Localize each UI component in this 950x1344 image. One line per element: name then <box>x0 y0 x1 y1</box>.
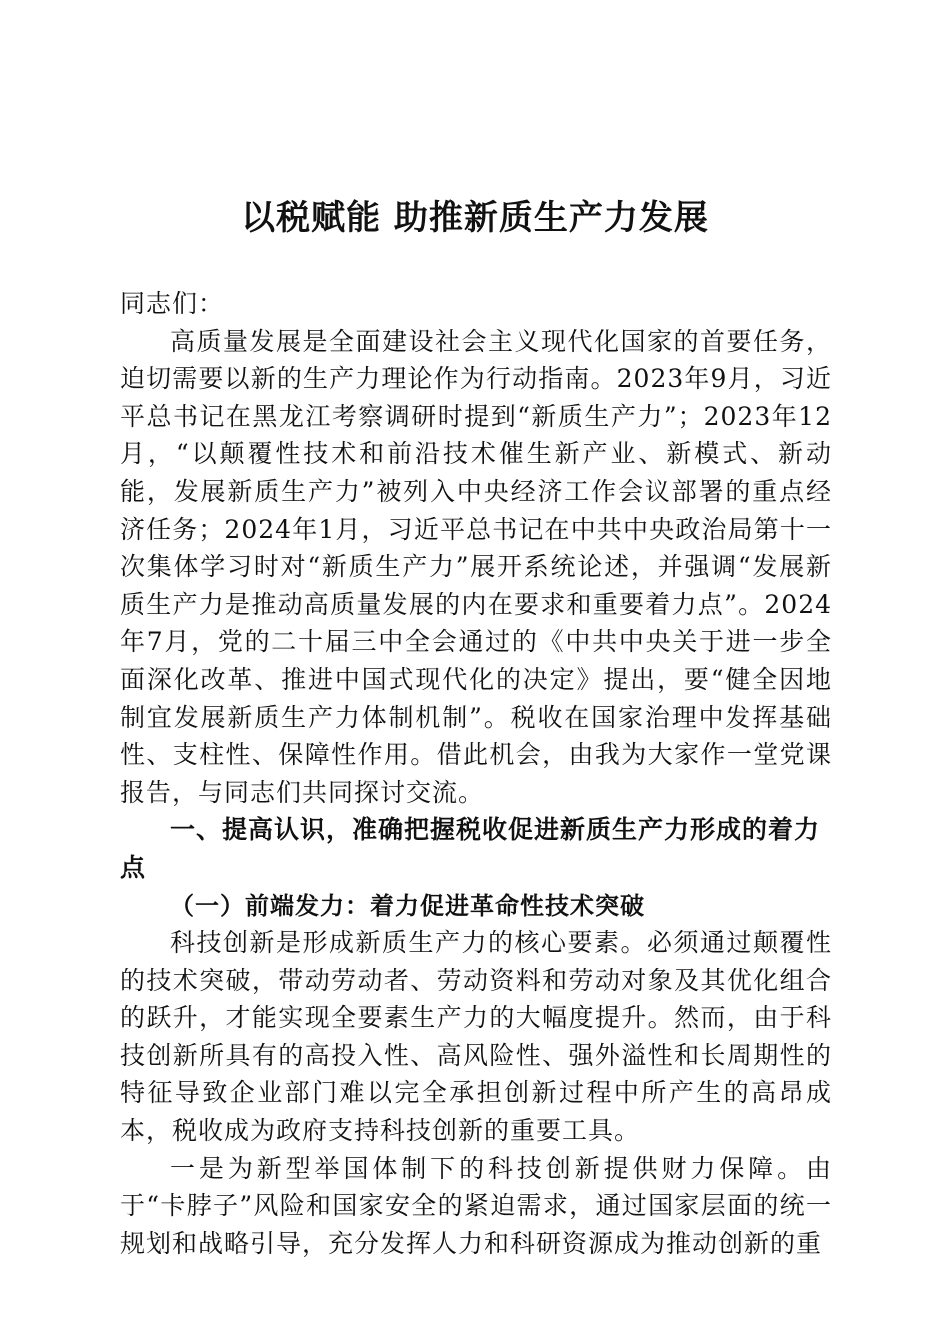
salutation: 同志们： <box>120 289 225 318</box>
section-heading-1: 一、提高认识，准确把握税收促进新质生产力形成的着力点 <box>120 815 821 882</box>
document-title: 以税赋能 助推新质生产力发展 <box>241 198 709 238</box>
paragraph-3: 一是为新型举国体制下的科技创新提供财力保障。由于“卡脖子”风险和国家安全的紧迫需求，通过国家层面的统一规划和战略引导，充分发挥人力和科研资源成为推动创新的重 <box>120 1153 832 1258</box>
subsection-heading-1: （一）前端发力：着力促进革命性技术突破 <box>170 890 645 920</box>
intro-paragraph: 高质量发展是全面建设社会主义现代化国家的首要任务，迫切需要以新的生产力理论作为行动指南。2023年9月，习近平总书记在黑龙江考察调研时提到“新质生产力”；2023年12月，“以颠覆性技术和前沿技术催生新产业、新模式、新动能，发展新质生产力”被列入中央经济工作会议部署的重点经济任务；2024年1月，习近平总书记在中共中央政治局第十一次集体学习时对“新质生产力”展开系统论述，并强调“发展新质生产力是推动高质量发展的内在要求和重要着力点”。2024年7月，党的二十届三中全会通过的《中共中央关于进一步全面深化改革、推进中国式现代化的决定》提出，要“健全因地制宜发展新质生产力体制机制”。税收在国家治理中发挥基础性、支柱性、保障性作用。借此机会，由我为大家作一堂党课报告，与同志们共同探讨交流。 <box>120 326 832 807</box>
paragraph-2: 科技创新是形成新质生产力的核心要素。必须通过颠覆性的技术突破，带动劳动者、劳动资料和劳动对象及其优化组合的跃升，才能实现全要素生产力的大幅度提升。然而，由于科技创新所具有的高投入性、高风险性、强外溢性和长周期性的特征导致企业部门难以完全承担创新过程中所产生的高昂成本，税收成为政府支持科技创新的重要工具。 <box>120 928 832 1146</box>
document-body <box>120 285 832 1262</box>
